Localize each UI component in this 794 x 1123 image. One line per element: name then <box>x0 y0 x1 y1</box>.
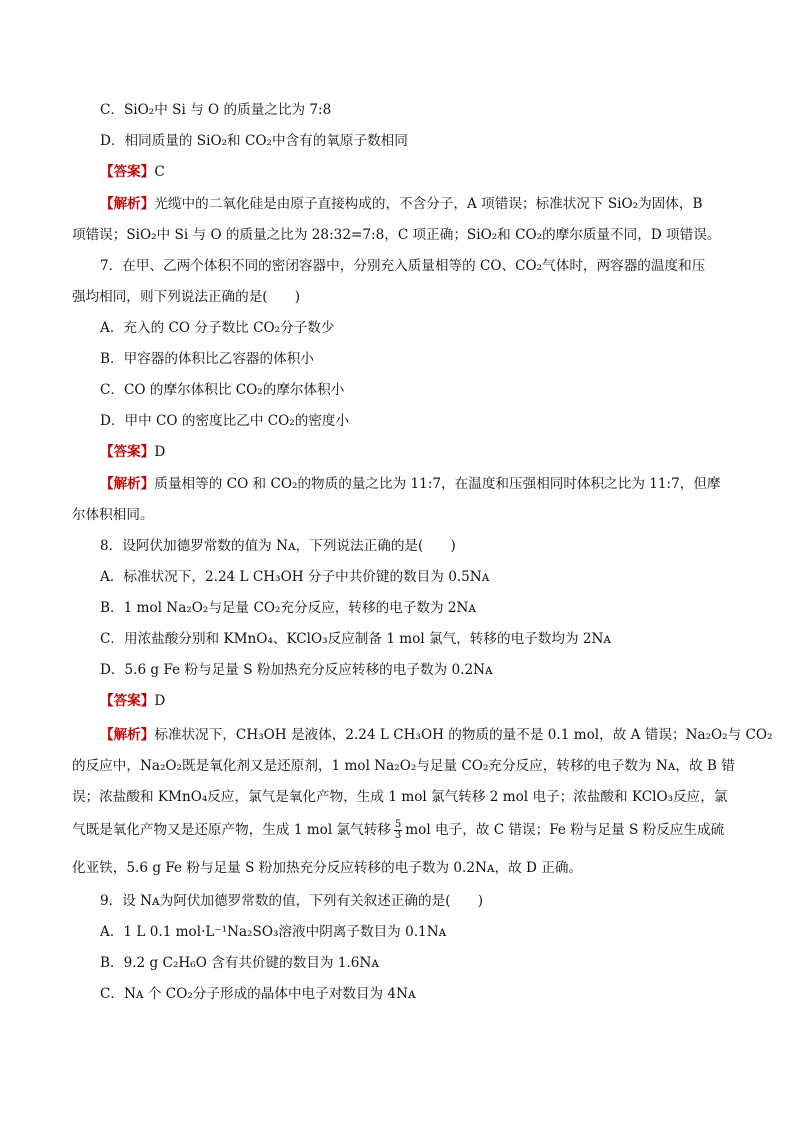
question-8-stem: 8．设阿伏加德罗常数的值为 Nᴀ，下列说法正确的是( ) <box>100 538 456 554</box>
solution-line <box>72 725 773 745</box>
question-7-option-d: D．甲中 CO 的密度比乙中 CO₂的密度小 <box>100 413 350 429</box>
solution-line: 化亚铁，5.6 g Fe 粉与足量 S 粉加热充分反应转移的电子数为 0.2Nᴀ，故 D 正确。 <box>72 860 583 876</box>
question-8-option-b: B．1 mol Na₂O₂与足量 CO₂充分反应，转移的电子数为 2Nᴀ <box>100 600 477 616</box>
answer-tag: 【答案】 <box>100 164 155 180</box>
solution-line <box>72 194 702 214</box>
question-7-option-a: A．充入的 CO 分子数比 CO₂分子数少 <box>100 320 335 336</box>
question-9-stem: 9．设 Nᴀ为阿伏加德罗常数的值，下列有关叙述正确的是( ) <box>100 893 483 909</box>
solution-text: 质量相等的 CO 和 CO₂的物质的量之比为 11:7，在温度和压强相同时体积之比为 11:7，但摩 <box>154 476 721 492</box>
question-8-option-c: C．用浓盐酸分别和 KMnO₄、KClO₃反应制备 1 mol 氯气，转移的电子数均为 2Nᴀ <box>100 631 612 647</box>
answer-value: D <box>154 444 166 460</box>
answer-value: C <box>154 164 165 180</box>
solution-line: 误；浓盐酸和 KMnO₄反应，氯气是氧化产物，生成 1 mol 氯气转移 2 mol 电子；浓盐酸和 KClO₃反应，氯 <box>72 789 728 805</box>
solution-tag: 【解析】 <box>100 727 155 743</box>
solution-text: 光缆中的二氧化硅是由原子直接构成的，不含分子，A 项错误；标准状况下 SiO₂为固体，B <box>154 196 703 212</box>
solution-line: 尔体积相同。 <box>72 507 154 523</box>
answer-tag: 【答案】 <box>100 444 155 460</box>
solution-text: mol 电子，故 C 错误；Fe 粉与足量 S 粉反应生成硫 <box>405 822 725 838</box>
option-d-line: D．相同质量的 SiO₂和 CO₂中含有的氧原子数相同 <box>100 133 408 149</box>
solution-line: 项错误；SiO₂中 Si 与 O 的质量之比为 28:32=7:8，C 项正确；SiO₂和 CO₂的摩尔质量不同，D 项错误。 <box>72 227 721 243</box>
solution-tag: 【解析】 <box>100 196 155 212</box>
question-8-option-d: D．5.6 g Fe 粉与足量 S 粉加热充分反应转移的电子数为 0.2Nᴀ <box>100 662 493 678</box>
question-7-stem-cont: 强均相同，则下列说法正确的是( ) <box>72 289 301 305</box>
question-7-stem: 7．在甲、乙两个体积不同的密闭容器中，分别充入质量相等的 CO、CO₂气体时，两容器的温度和压 <box>100 258 706 274</box>
solution-line <box>72 474 721 494</box>
answer-tag: 【答案】 <box>100 693 155 709</box>
question-9-option-a: A．1 L 0.1 mol·L⁻¹Na₂SO₃溶液中阴离子数目为 0.1Nᴀ <box>100 924 447 940</box>
solution-tag: 【解析】 <box>100 476 155 492</box>
question-7-option-b: B．甲容器的体积比乙容器的体积小 <box>100 351 314 367</box>
question-9-option-b: B．9.2 g C₂H₆O 含有共价键的数目为 1.6Nᴀ <box>100 955 380 971</box>
fraction <box>394 820 402 841</box>
solution-line <box>72 820 724 841</box>
solution-line: 的反应中，Na₂O₂既是氧化剂又是还原剂，1 mol Na₂O₂与足量 CO₂充分反应，转移的电子数为 Nᴀ，故 B 错 <box>72 758 735 774</box>
fraction-numerator: 5 <box>394 819 402 830</box>
answer-line <box>100 691 165 711</box>
option-c-line: C．SiO₂中 Si 与 O 的质量之比为 7:8 <box>100 102 332 118</box>
solution-text: 气既是氧化产物又是还原产物，生成 1 mol 氯气转移 <box>72 822 391 838</box>
answer-line <box>100 442 165 462</box>
question-9-option-c: C．Nᴀ 个 CO₂分子形成的晶体中电子对数目为 4Nᴀ <box>100 986 416 1002</box>
answer-line <box>100 162 165 182</box>
question-8-option-a: A．标准状况下，2.24 L CH₃OH 分子中共价键的数目为 0.5Nᴀ <box>100 569 490 585</box>
solution-text: 标准状况下，CH₃OH 是液体，2.24 L CH₃OH 的物质的量不是 0.1 mol，故 A 错误；Na₂O₂与 CO₂ <box>154 727 773 743</box>
answer-value: D <box>154 693 166 709</box>
question-7-option-c: C．CO 的摩尔体积比 CO₂的摩尔体积小 <box>100 382 345 398</box>
fraction-denominator: 3 <box>394 830 402 841</box>
